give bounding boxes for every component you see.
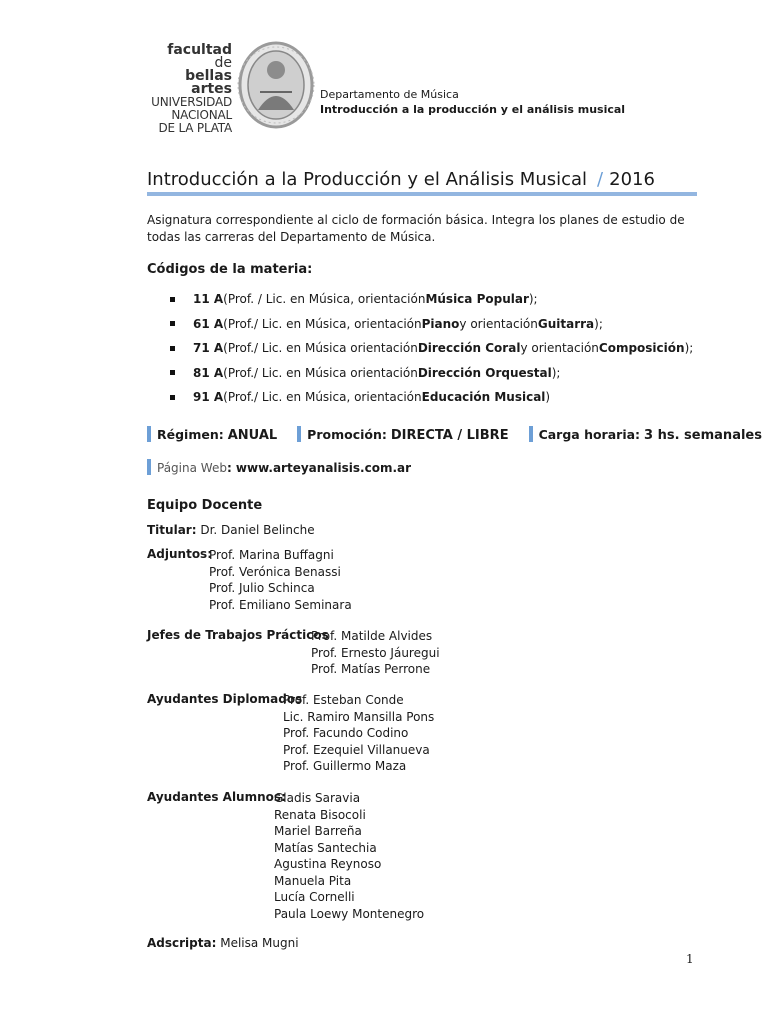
adscripta-row: Adscripta: Melisa Mugni <box>147 936 299 950</box>
title-year: 2016 <box>609 169 655 190</box>
logo-line2: bellas artes <box>185 68 232 97</box>
bullet-icon <box>170 395 175 400</box>
code-item: 81 A (Prof./ Lic. en Música orientación Dirección Orquestal ); <box>170 361 693 386</box>
code-item: 71 A (Prof./ Lic. en Música orientación Dirección Coral y orientación Composición ); <box>170 336 693 361</box>
department-name: Departamento de Música <box>320 88 459 101</box>
title-underline <box>147 192 697 196</box>
web-row: Página Web: www.arteyanalisis.com.ar <box>147 459 411 475</box>
bullet-icon <box>170 370 175 375</box>
bullet-icon <box>170 346 175 351</box>
diplomados-list: Prof. Esteban Conde Lic. Ramiro Mansilla Pons Prof. Facundo Codino Prof. Ezequiel Villanueva Prof. Guillermo Maza <box>283 693 435 773</box>
titular-row: Titular: Dr. Daniel Belinche <box>147 523 315 537</box>
alumnos-label: Ayudantes Alumnos: <box>147 790 286 804</box>
jefes-list: Prof. Matilde Alvides Prof. Ernesto Jáuregui Prof. Matías Perrone <box>311 629 440 676</box>
accent-bar <box>147 426 151 442</box>
faculty-logo-text <box>150 44 232 135</box>
course-name-header: Introducción a la producción y el análisis musical <box>320 103 626 116</box>
title-slash: / <box>597 169 604 190</box>
regimen-row: Régimen: ANUAL Promoción: DIRECTA / LIBRE Carga horaria: 3 hs. semanales <box>147 426 762 443</box>
diplomados-label: Ayudantes Diplomados <box>147 692 303 706</box>
code-item: 11 A (Prof. / Lic. en Música, orientación Música Popular ); <box>170 287 693 312</box>
adjuntos-list: Prof. Marina Buffagni Prof. Verónica Benassi Prof. Julio Schinca Prof. Emiliano Seminara <box>209 548 352 612</box>
code-item: 61 A (Prof./ Lic. en Música, orientación Piano y orientación Guitarra ); <box>170 312 693 337</box>
logo-line5: DE LA PLATA <box>158 121 232 135</box>
adjuntos-label: Adjuntos: <box>147 547 212 561</box>
intro-paragraph: Asignatura correspondiente al ciclo de formación básica. Integra los planes de estudio de todas las carreras del Departamento de Música. <box>147 213 685 244</box>
regimen-value: ANUAL <box>227 428 278 443</box>
logo-line1-rest: de <box>214 55 232 71</box>
page-number: 1 <box>686 952 694 966</box>
logo-line3: UNIVERSIDAD <box>151 95 232 109</box>
codes-list <box>170 287 693 410</box>
bullet-icon <box>170 297 175 302</box>
logo-line1-bold: facultad <box>167 42 232 58</box>
bullet-icon <box>170 321 175 326</box>
department-header <box>320 87 625 117</box>
carga-horaria-value: 3 hs. semanales <box>644 428 762 443</box>
accent-bar <box>529 426 533 442</box>
accent-bar <box>297 426 301 442</box>
alumnos-list: Gladis Saravia Renata Bisocoli Mariel Barreña Matías Santechia Agustina Reynoso Manuela Pita Lucía Cornelli Paula Loewy Montenegro <box>274 791 425 921</box>
website-link[interactable]: : www.arteyanalisis.com.ar <box>226 461 412 475</box>
page-title <box>147 169 655 190</box>
codes-heading: Códigos de la materia: <box>147 262 313 277</box>
jefes-label: Jefes de Trabajos Prácticos <box>147 628 329 642</box>
promocion-value: DIRECTA / LIBRE <box>390 428 509 443</box>
accent-bar <box>147 459 151 475</box>
equipo-heading: Equipo Docente <box>147 498 263 513</box>
code-item: 91 A (Prof./ Lic. en Música, orientación Educación Musical ) <box>170 385 693 410</box>
title-main: Introducción a la Producción y el Análisis Musical <box>147 169 588 190</box>
logo-line4: NACIONAL <box>171 108 232 122</box>
university-seal-icon <box>236 40 316 130</box>
